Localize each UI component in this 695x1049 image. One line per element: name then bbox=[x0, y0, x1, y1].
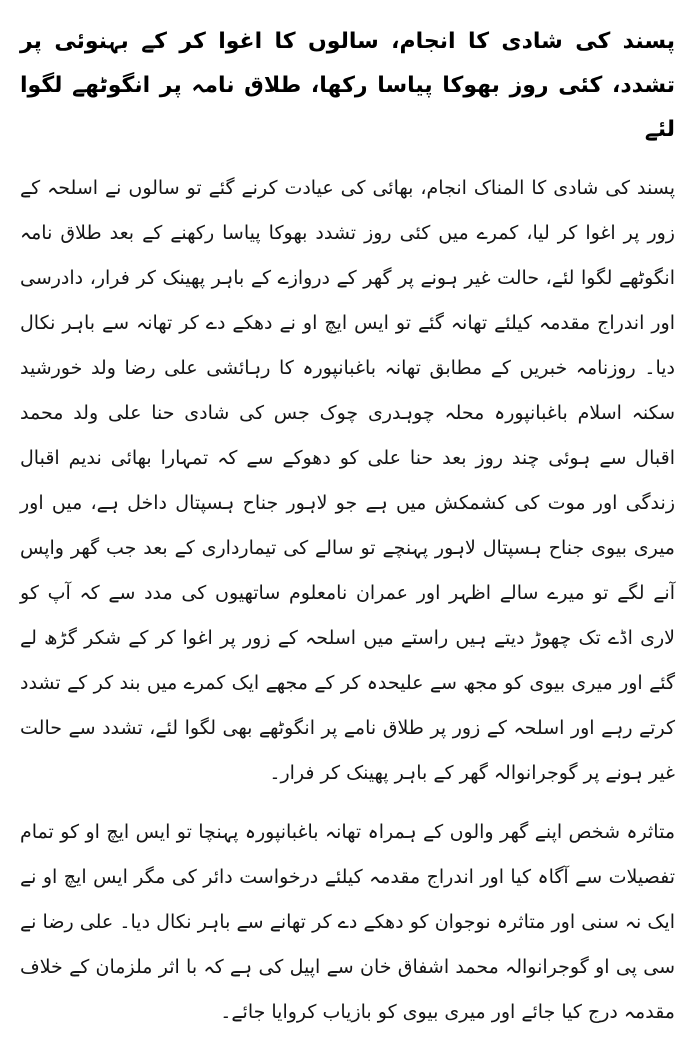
article-headline: پسند کی شادی کا انجام، سالوں کا اغوا کر کے بہنوئی پر تشدد، کئی روز بھوکا پیاسا رکھا، طلاق نامہ پر انگوٹھے لگوا لئے bbox=[20, 29, 675, 142]
news-article bbox=[20, 20, 675, 1049]
article-paragraph-2: متاثرہ شخص اپنے گھر والوں کے ہمراہ تھانہ باغبانپورہ پہنچا تو ایس ایچ او کو تمام تفصیلات سے آگاہ کیا اور اندراج مقدمہ کیلئے درخواست دائر کی مگر ایس ایچ او نے ایک نہ سنی اور متاثرہ نوجوان کو دھکے دے کر تھانے سے باہر نکال دیا۔ علی رضا نے سی پی او گوجرانوالہ محمد اشفاق خان سے اپیل کی ہے کہ با اثر ملزمان کے خلاف مقدمہ درج کیا جائے اور میری بیوی کو بازیاب کروایا جائے۔ bbox=[20, 821, 675, 1023]
article-paragraph-1: پسند کی شادی کا المناک انجام، بھائی کی عیادت کرنے گئے تو سالوں نے اسلحہ کے زور پر اغوا کر لیا، کمرے میں کئی روز تشدد بھوکا پیاسا رکھنے کے بعد طلاق نامہ انگوٹھے لگوا لئے، حالت غیر ہونے پر گھر کے دروازے کے باہر پھینک کر فرار، دادرسی اور اندراج مقدمہ کیلئے تھانہ گئے تو ایس ایچ او نے دھکے دے کر تھانہ سے باہر نکال دیا۔ روزنامہ خبریں کے مطابق تھانہ باغبانپورہ کا رہائشی علی رضا ولد خورشید سکنہ اسلام باغبانپورہ محلہ چوہدری چوک جس کی شادی حنا علی ولد محمد اقبال سے ہوئی چند روز بعد حنا علی کو دھوکے سے کہ تمہارا بھائی ندیم اقبال زندگی اور موت کی کشمکش میں ہے جو لاہور جناح ہسپتال داخل ہے، میں اور میری بیوی جناح ہسپتال لاہور پہنچے تو سالے کی تیمارداری کے بعد جب گھر واپس آنے لگے تو میرے سالے اظہر اور عمران نامعلوم ساتھیوں کی مدد سے کہ آپ کو لاری اڈے تک چھوڑ دیتے ہیں راستے میں اسلحہ کے زور پر اغوا کر کے شکر گڑھ لے گئے اور میری بیوی کو مجھ سے علیحدہ کر کے مجھے ایک کمرے میں بند کر کے تشدد کرتے رہے اور اسلحہ کے زور پر طلاق نامے پر انگوٹھے بھی لگوا لئے، تشدد سے حالت غیر ہونے پر گوجرانوالہ گھر کے باہر پھینک کر فرار۔ bbox=[20, 177, 675, 784]
